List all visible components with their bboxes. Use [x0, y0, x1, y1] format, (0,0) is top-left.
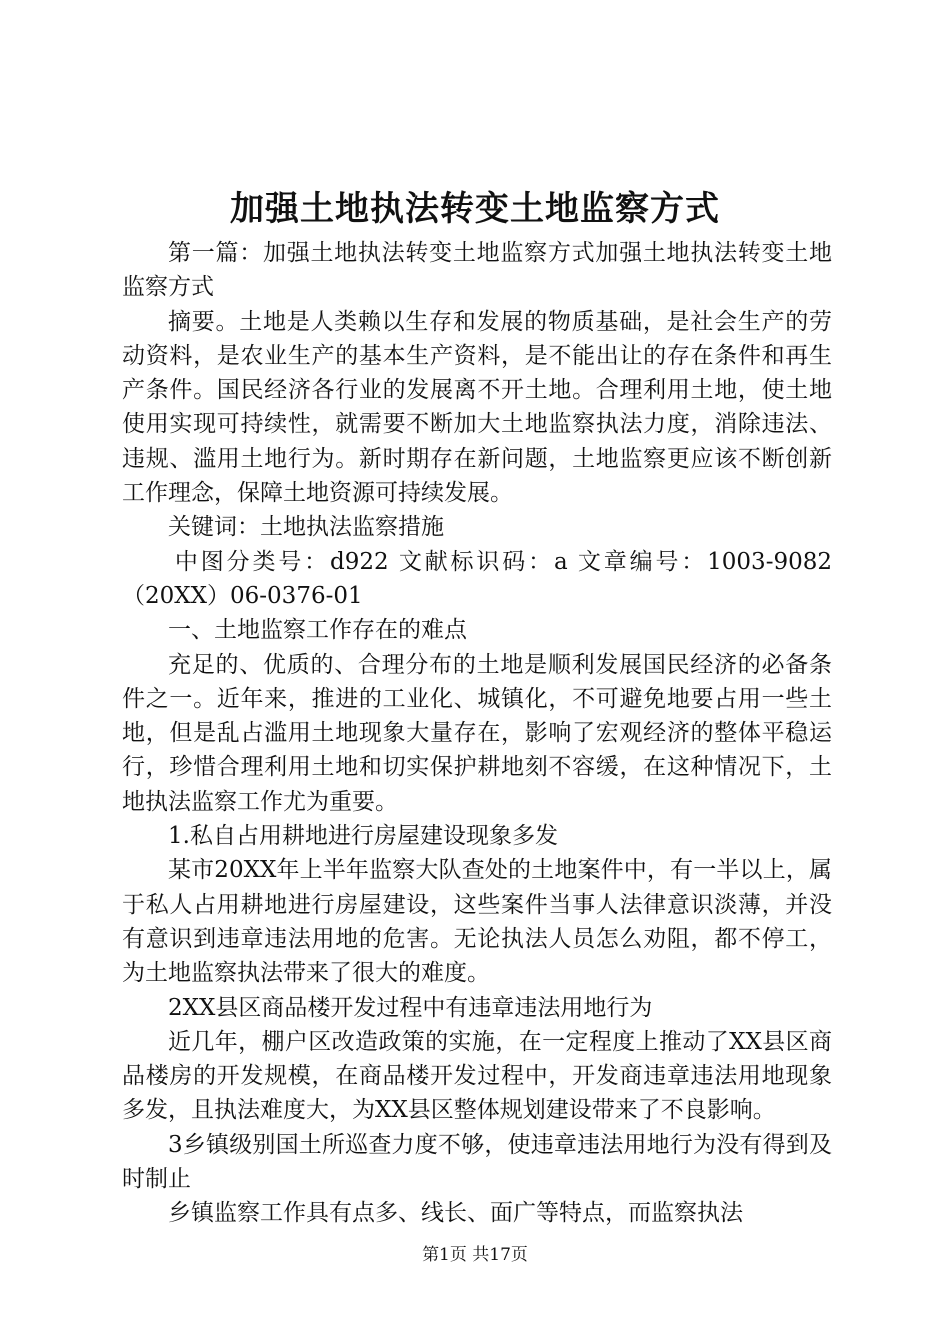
- section-heading-difficulties: 一、土地监察工作存在的难点: [168, 617, 467, 644]
- body-paragraph: 充足的、优质的、合理分布的土地是顺利发展国民经济的必备条件之一。近年来，推进的工业化、城镇化，不可避免地要占用一些土地，但是乱占滥用土地现象大量存在，影响了宏观经济的整体平稳运行，珍惜合理利用土地和切实保护耕地刻不容缓，在这种情况下，土地执法监察工作尤为重要。: [122, 651, 832, 815]
- classification-line: 中图分类号：d922 文献标识码：a 文章编号：1003-9082（20XX）06-0376-01: [122, 548, 832, 609]
- body-paragraph: 乡镇监察工作具有点多、线长、面广等特点，而监察执法: [168, 1200, 743, 1227]
- subheading-1: 1.私自占用耕地进行房屋建设现象多发: [168, 823, 558, 850]
- body-paragraph: 某市20XX年上半年监察大队查处的土地案件中，有一半以上，属于私人占用耕地进行房屋建设，这些案件当事人法律意识淡薄，并没有意识到违章违法用地的危害。无论执法人员怎么劝阻，都不停工，为土地监察执法带来了很大的难度。: [122, 857, 832, 987]
- page-footer: 第1页 共17页: [422, 1245, 528, 1265]
- section-heading-part-one: 第一篇：加强土地执法转变土地监察方式加强土地执法转变土地监察方式: [122, 240, 832, 301]
- subheading-3: 3乡镇级别国土所巡查力度不够，使违章违法用地行为没有得到及时制止: [122, 1131, 832, 1193]
- document-title: 加强土地执法转变土地监察方式: [230, 189, 720, 229]
- abstract-paragraph: 摘要。土地是人类赖以生存和发展的物质基础，是社会生产的劳动资料，是农业生产的基本生产资料，是不能出让的存在条件和再生产条件。国民经济各行业的发展离不开土地。合理利用土地，使土地使用实现可持续性，就需要不断加大土地监察执法力度，消除违法、违规、滥用土地行为。新时期存在新问题，土地监察更应该不断创新工作理念，保障土地资源可持续发展。: [122, 308, 832, 507]
- body-paragraph: 近几年，棚户区改造政策的实施，在一定程度上推动了XX县区商品楼房的开发规模，在商品楼开发过程中，开发商违章违法用地现象多发，且执法难度大，为XX县区整体规划建设带来了不良影响。: [122, 1028, 832, 1124]
- keywords-line: 关键词：土地执法监察措施: [168, 514, 444, 541]
- document-body: [122, 236, 832, 1231]
- subheading-2: 2XX县区商品楼开发过程中有违章违法用地行为: [168, 994, 653, 1021]
